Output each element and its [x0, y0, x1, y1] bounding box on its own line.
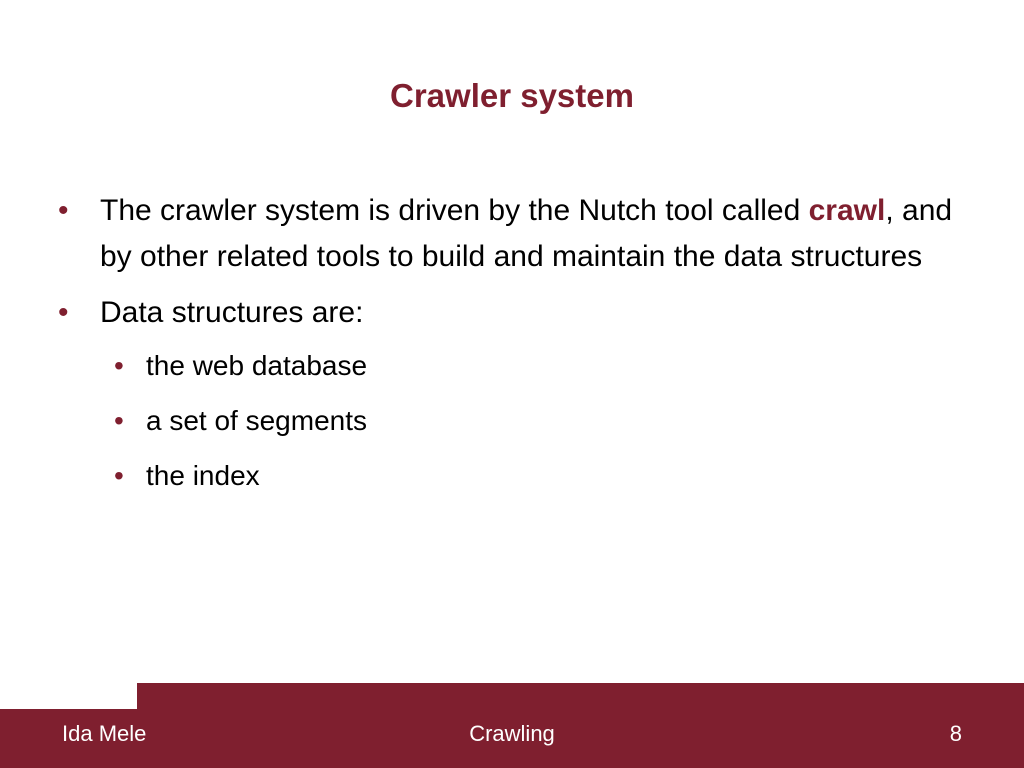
footer-author: Ida Mele — [62, 721, 147, 746]
bullet-item — [56, 290, 976, 336]
slide-title: Crawler system — [390, 77, 634, 114]
bullet-icon: • — [114, 405, 124, 436]
sub-bullet-text: a set of segments — [146, 405, 368, 436]
footer-topic: Crawling — [469, 721, 555, 746]
bullet-icon: • — [114, 460, 124, 491]
bullet-text-before: The crawler system is driven by the Nutch tool called — [100, 194, 809, 227]
page-number: 8 — [949, 721, 962, 746]
bullet-icon: • — [58, 296, 69, 329]
footer-notch — [0, 683, 137, 709]
sub-bullet-text: the web database — [146, 350, 368, 381]
sub-bullet-item — [56, 456, 976, 496]
bullet-icon: • — [114, 350, 124, 381]
sub-bullet-item — [56, 346, 976, 386]
bullet-text-after: , and by other related tools to build and maintain the data structures — [100, 194, 953, 273]
bullet-icon: • — [58, 194, 69, 227]
bullet-emphasis: crawl — [808, 194, 886, 227]
sub-bullet-text: the index — [146, 460, 260, 491]
sub-bullet-item — [56, 401, 976, 441]
bullet-text: Data structures are: — [100, 296, 364, 329]
slide-body — [56, 188, 976, 511]
bullet-item — [56, 188, 976, 280]
